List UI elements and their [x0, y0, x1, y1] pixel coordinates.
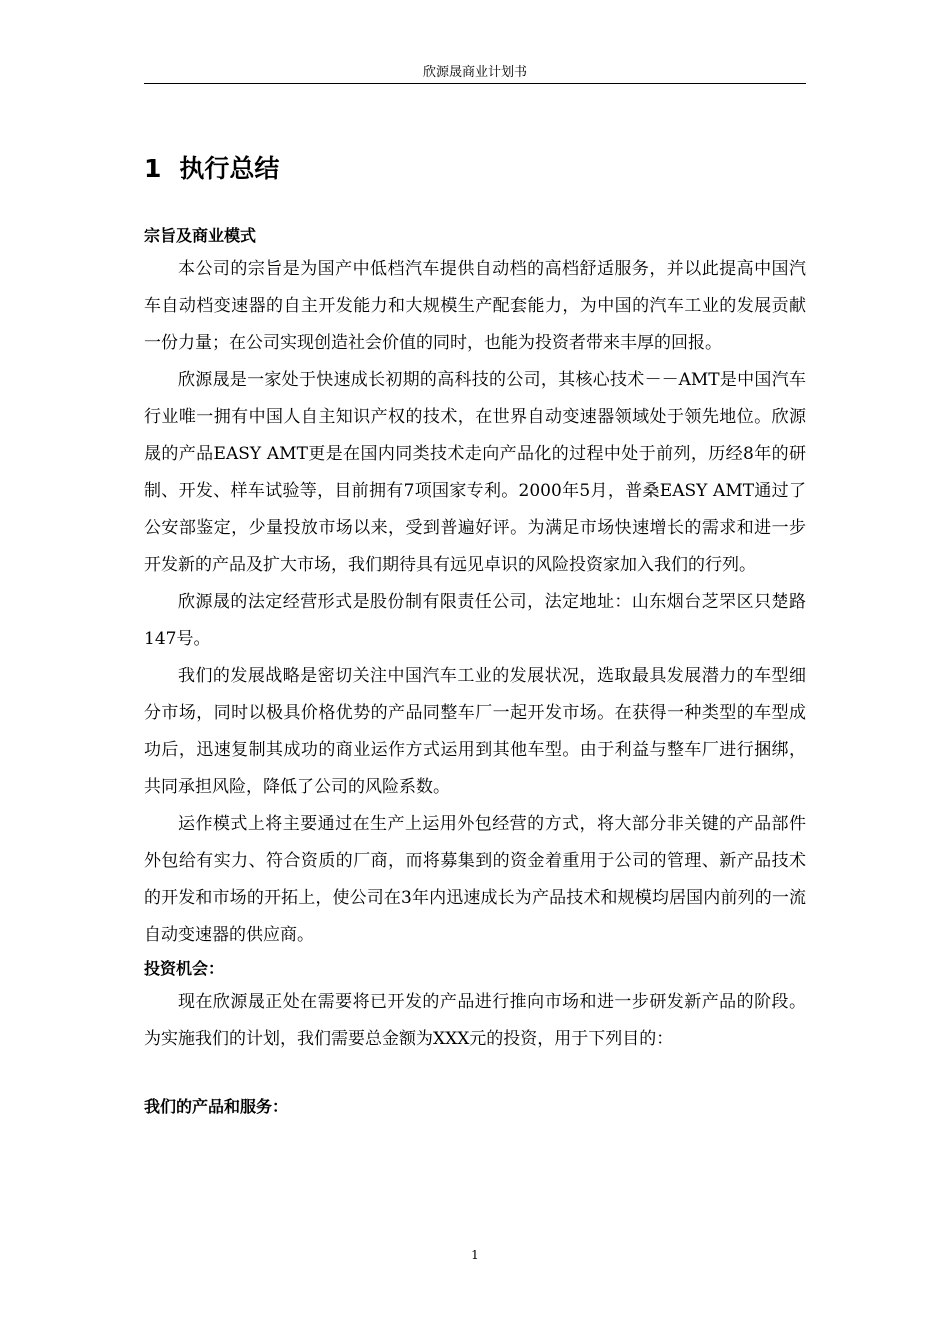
header-rule [144, 83, 806, 84]
running-header: 欣源晟商业计划书 [422, 65, 527, 80]
paragraph-strategy: 我们的发展战略是密切关注中国汽车工业的发展状况，选取最具发展潜力的车型细分市场，同时以极具价格优势的产品同整车厂一起开发市场。在获得一种类型的车型成功后，迅速复制其成功的商业运作方式运用到其他车型。由于利益与整车厂进行捆绑，共同承担风险，降低了公司的风险系数。 [144, 666, 806, 797]
paragraph-operation-model: 运作模式上将主要通过在生产上运用外包经营的方式，将大部分非关键的产品部件外包给有实力、符合资质的厂商，而将募集到的资金着重用于公司的管理、新产品技术的开发和市场的开拓上，使公司在3年内迅速成长为产品技术和规模均居国内前列的一流自动变速器的供应商。 [144, 814, 806, 945]
products-heading: 我们的产品和服务： [144, 1097, 289, 1116]
purpose-heading: 宗旨及商业模式 [144, 226, 257, 245]
section-number: 1 [144, 154, 162, 183]
paragraph-investment: 现在欣源晟正处在需要将已开发的产品进行推向市场和进一步研发新产品的阶段。为实施我们的计划，我们需要总金额为XXX元的投资，用于下列目的： [144, 992, 806, 1049]
page-number: 1 [471, 1248, 479, 1262]
section-title-text: 执行总结 [179, 154, 280, 183]
investment-heading: 投资机会： [144, 959, 225, 978]
paragraph-legal-form: 欣源晟的法定经营形式是股份制有限责任公司，法定地址：山东烟台芝罘区只楚路147号。 [144, 592, 806, 649]
paragraph-company-intro: 欣源晟是一家处于快速成长初期的高科技的公司，其核心技术－－AMT是中国汽车行业唯一拥有中国人自主知识产权的技术，在世界自动变速器领域处于领先地位。欣源晟的产品EASY AMT更是在国内同类技术走向产品化的过程中处于前列，历经8年的研制、开发、样车试验等，目前拥有7项国家专利。2000年5月，普桑EASY AMT通过了公安部鉴定，少量投放市场以来，受到普遍好评。为满足市场快速增长的需求和进一步开发新的产品及扩大市场，我们期待具有远见卓识的风险投资家加入我们的行列。 [144, 370, 806, 575]
page-content [144, 150, 806, 1122]
section-title [144, 150, 806, 188]
paragraph-purpose: 本公司的宗旨是为国产中低档汽车提供自动档的高档舒适服务，并以此提高中国汽车自动档变速器的自主开发能力和大规模生产配套能力，为中国的汽车工业的发展贡献一份力量；在公司实现创造社会价值的同时，也能为投资者带来丰厚的回报。 [144, 259, 806, 353]
